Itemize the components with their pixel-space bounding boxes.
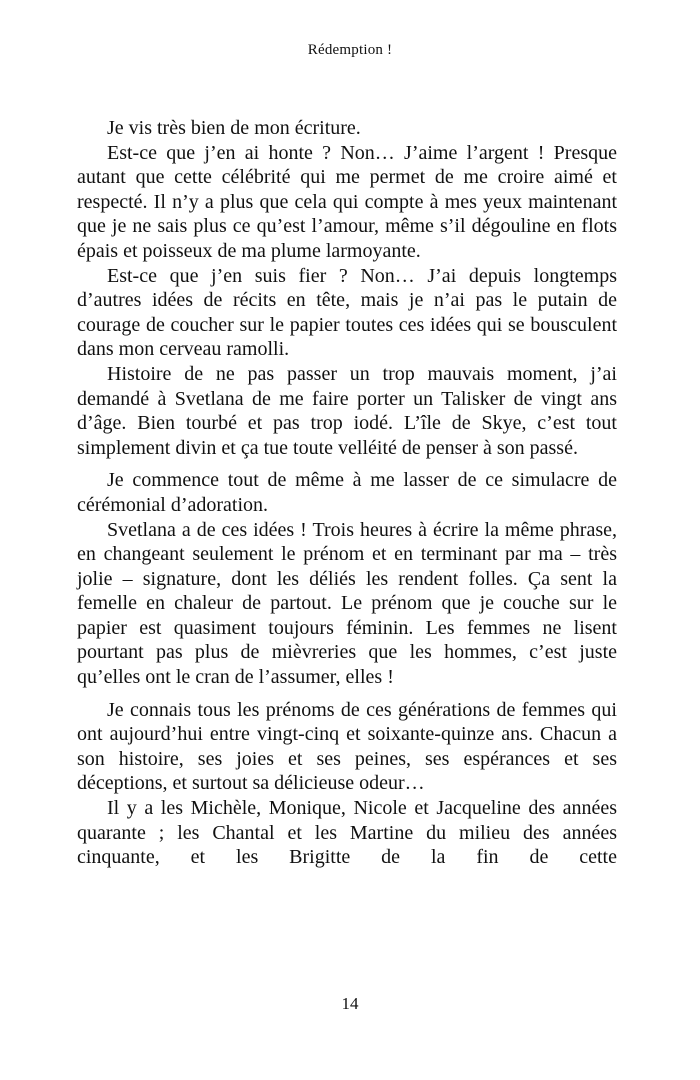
paragraph: Est-ce que j’en suis fier ? Non… J’ai depuis longtemps d’autres idées de récits en tête, mais je n’ai pas le putain de courage de coucher sur le papier toutes ces idées qui se bousculent dans mon cerveau ramolli. bbox=[77, 264, 617, 361]
paragraph: Je commence tout de même à me lasser de ce simulacre de cérémonial d’adoration. bbox=[77, 469, 617, 516]
paragraph: Histoire de ne pas passer un trop mauvais moment, j’ai demandé à Svetlana de me faire porter un Talisker de vingt ans d’âge. Bien tourbé et pas trop iodé. L’île de Skye, c’est tout simplement divin et ça tue toute velléité de penser à son passé. bbox=[77, 362, 617, 459]
paragraph-last: Il y a les Michèle, Monique, Nicole et Jacqueline des années quarante ; les Chantal et les Martine du milieu des années cinquante, et les Brigitte de la fin de cette bbox=[77, 797, 617, 869]
paragraph: Svetlana a de ces idées ! Trois heures à écrire la même phrase, en changeant seulement le prénom et en terminant par ma – très jolie – signature, dont les déliés les rendent folles. Ça sent la femelle en chaleur de partout. Le prénom que je couche sur le papier est quasiment toujours féminin. Les femmes ne lisent pourtant pas plus de mièvreries que les hommes, c’est juste qu’elles ont le cran de l’assumer, elles ! bbox=[77, 518, 617, 689]
paragraph: Est-ce que j’en ai honte ? Non… J’aime l’argent ! Presque autant que cette célébrité qui me permet de me croire aimé et respecté. Il n’y a plus que cela qui compte à mes yeux maintenant que je ne sais plus ce qu’est l’amour, même s’il dégouline en flots épais et poisseux de ma plume larmoyante. bbox=[77, 141, 617, 262]
body-text bbox=[77, 116, 617, 870]
page-number: 14 bbox=[341, 994, 359, 1013]
running-head: Rédemption ! bbox=[307, 42, 393, 58]
paragraph: Je vis très bien de mon écriture. bbox=[107, 117, 361, 139]
paragraph: Je connais tous les prénoms de ces générations de femmes qui ont aujourd’hui entre vingt-cinq et soixante-quinze ans. Chacun a son histoire, ses joies et ses peines, ses espérances et ses déceptions, et surtout sa délicieuse odeur… bbox=[77, 698, 617, 795]
